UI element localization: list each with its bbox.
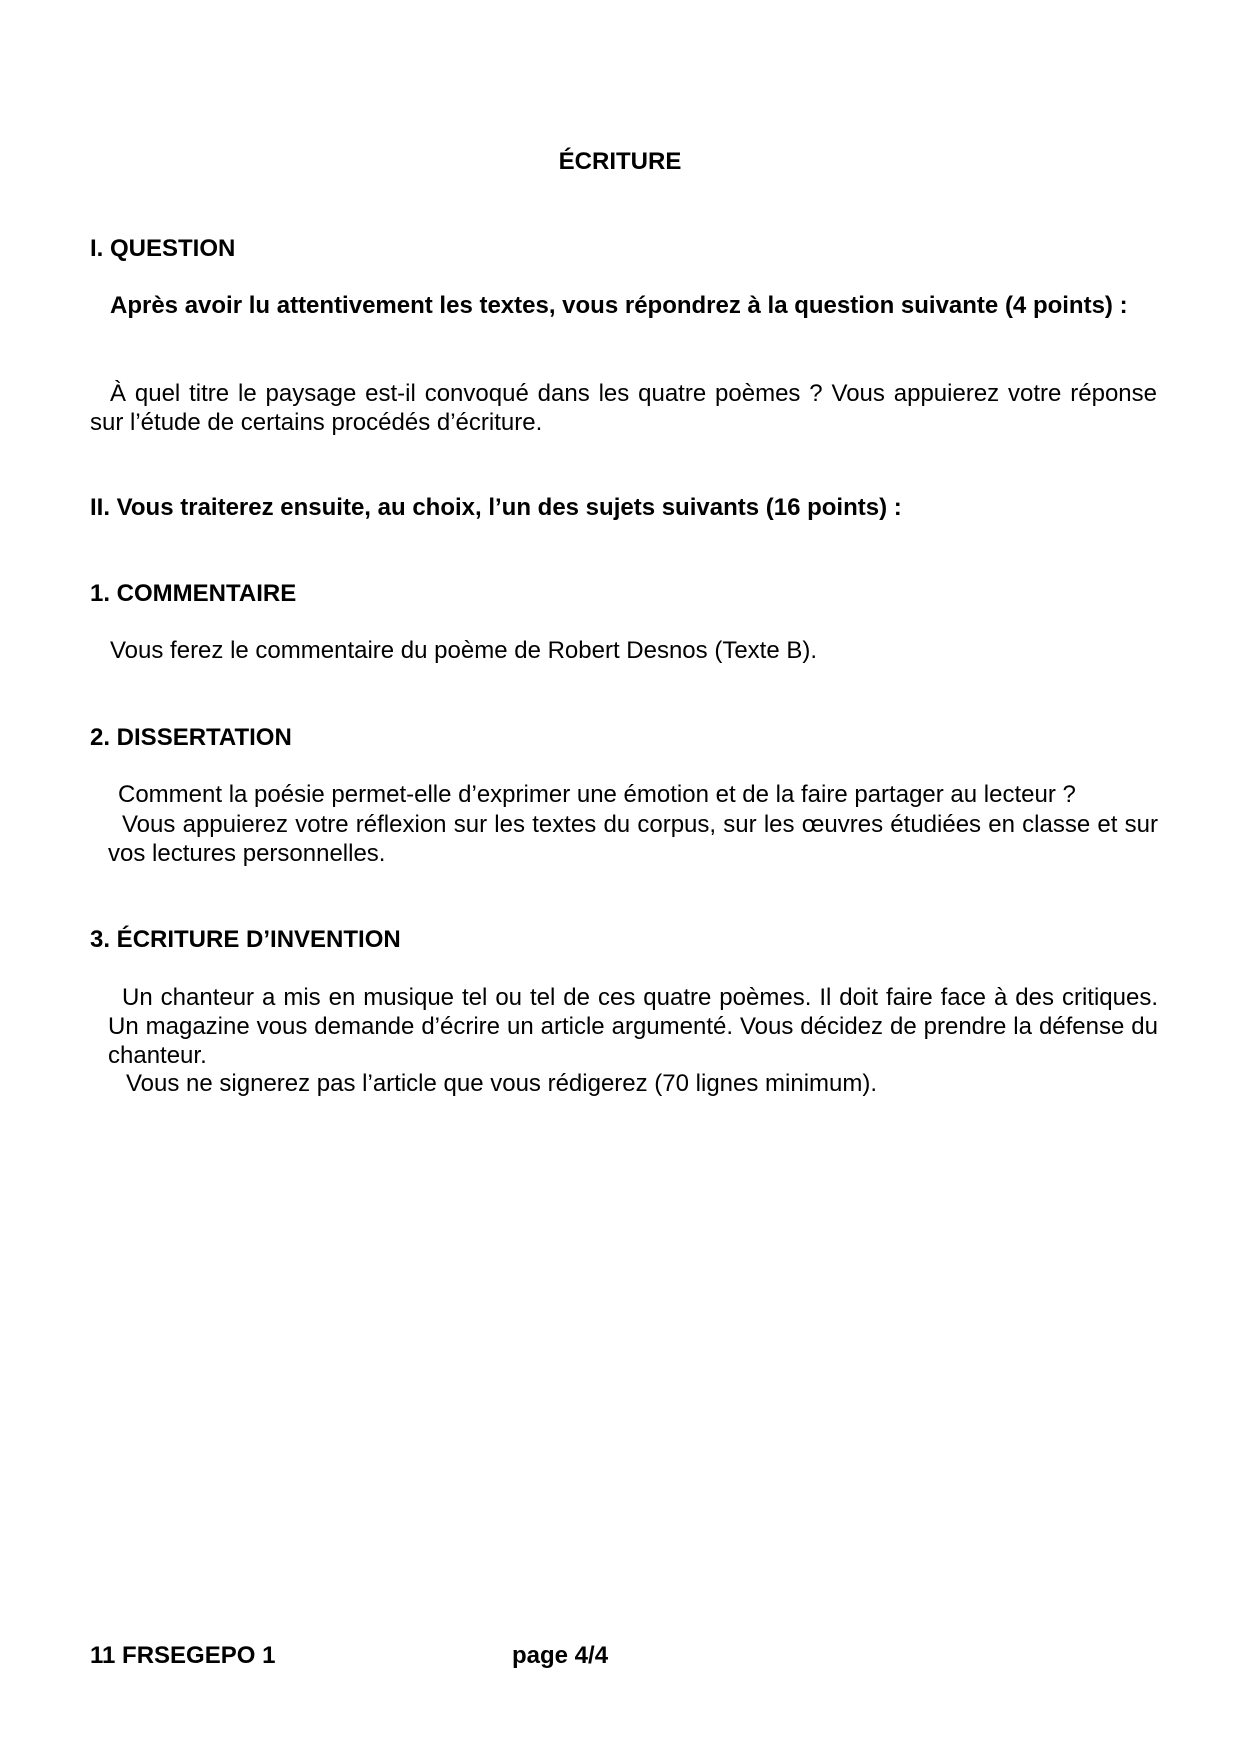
- invention-heading: 3. ÉCRITURE D’INVENTION: [90, 926, 401, 953]
- commentaire-text: Vous ferez le commentaire du poème de Robert Desnos (Texte B).: [110, 637, 818, 664]
- page-title: ÉCRITURE: [558, 148, 682, 175]
- dissertation-heading: 2. DISSERTATION: [90, 724, 292, 751]
- section-question-heading: I. QUESTION: [90, 235, 236, 262]
- footer-code: 11 FRSEGEPO 1: [90, 1642, 276, 1669]
- question-instruction: Après avoir lu attentivement les textes, vous répondrez à la question suivante (4 points) :: [110, 292, 1128, 319]
- dissertation-question: Comment la poésie permet-elle d’exprimer une émotion et de la faire partager au lecteur ?: [118, 781, 1076, 808]
- invention-subject: Un chanteur a mis en musique tel ou tel de ces quatre poèmes. Il doit faire face à des critiques. Un magazine vous demande d’écrire un article argumenté. Vous décidez de prendre la défense du chanteur.: [108, 984, 1158, 1069]
- dissertation-instructions: Vous appuierez votre réflexion sur les textes du corpus, sur les œuvres étudiées en classe et sur vos lectures personnelles.: [108, 811, 1158, 867]
- question-text: À quel titre le paysage est-il convoqué dans les quatre poèmes ? Vous appuierez votre réponse sur l’étude de certains procédés d’écriture.: [90, 380, 1157, 436]
- footer-page-number: page 4/4: [512, 1642, 609, 1669]
- invention-instruction: Vous ne signerez pas l’article que vous rédigerez (70 lignes minimum).: [126, 1070, 878, 1097]
- section-subjects-heading: II. Vous traiterez ensuite, au choix, l’un des sujets suivants (16 points) :: [90, 494, 902, 521]
- commentaire-heading: 1. COMMENTAIRE: [90, 580, 297, 607]
